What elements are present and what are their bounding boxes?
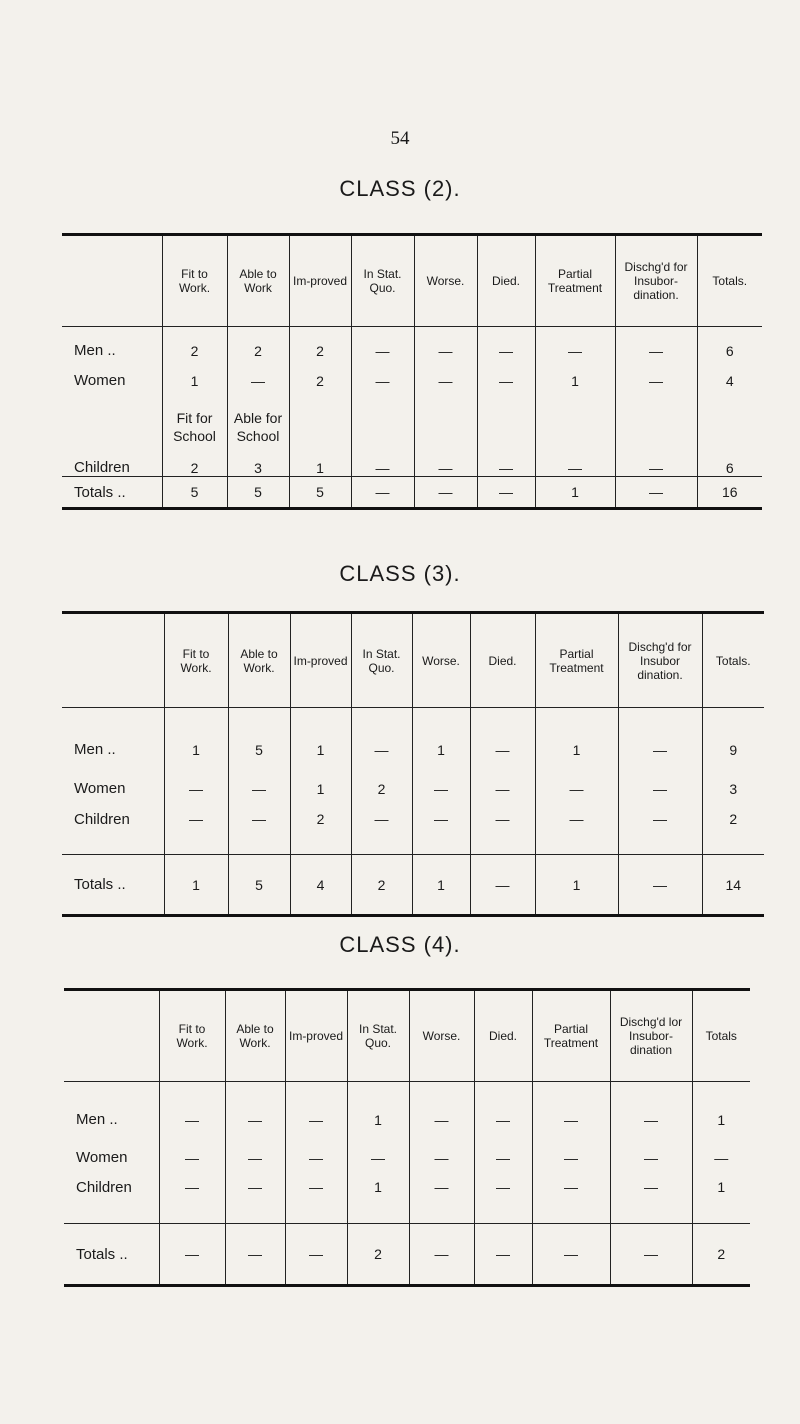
table-cell — [697, 389, 762, 445]
total-cell: — — [474, 1224, 532, 1286]
class-4-title: CLASS (4). — [339, 932, 461, 957]
header-cell: Dischg'd lor Insubor-dination — [610, 990, 692, 1082]
header-cell: Fit to Work. — [162, 235, 227, 327]
table-cell: 3 — [227, 445, 289, 477]
row-label: Totals .. — [74, 876, 126, 893]
table-cell: — — [474, 1128, 532, 1166]
total-cell: — — [285, 1224, 347, 1286]
total-cell: — — [477, 477, 535, 509]
table-cell: — — [351, 708, 412, 758]
table-cell: — — [610, 1082, 692, 1128]
table-cell — [62, 389, 162, 445]
table-cell: — — [532, 1128, 610, 1166]
header-cell: Worse. — [414, 235, 477, 327]
header-cell: Able to Work. — [225, 990, 285, 1082]
total-cell: 4 — [290, 855, 351, 916]
page-number: 54 — [390, 128, 410, 149]
subheader-row — [62, 389, 762, 445]
totals-row — [64, 1224, 750, 1286]
table-cell: — — [470, 758, 535, 797]
header-row — [62, 235, 762, 327]
table-cell: 1 — [692, 1166, 750, 1224]
header-cell: In Stat. Quo. — [347, 990, 409, 1082]
table-cell: 1 — [290, 758, 351, 797]
total-cell: 16 — [697, 477, 762, 509]
table-cell: — — [610, 1128, 692, 1166]
header-cell: Dischg'd for Insubor dination. — [618, 613, 702, 708]
table-cell: — — [414, 445, 477, 477]
total-cell: 14 — [702, 855, 764, 916]
table-cell: — — [285, 1166, 347, 1224]
total-cell: — — [409, 1224, 474, 1286]
table-cell: 1 — [535, 708, 618, 758]
header-cell — [62, 613, 164, 708]
table-cell: — — [535, 797, 618, 855]
total-cell: — — [470, 855, 535, 916]
table-cell: 4 — [697, 359, 762, 389]
table-cell: — — [225, 1166, 285, 1224]
row-label: Men .. — [74, 341, 116, 359]
table-cell: — — [409, 1082, 474, 1128]
table-cell: — — [470, 708, 535, 758]
table-cell: — — [477, 359, 535, 389]
table-row — [64, 1166, 750, 1224]
header-cell: Im-proved — [285, 990, 347, 1082]
row-label: Women — [76, 1148, 128, 1166]
header-cell: Totals — [692, 990, 750, 1082]
total-cell: 5 — [227, 477, 289, 509]
table-row — [64, 1128, 750, 1166]
row-label: Children — [76, 1178, 132, 1196]
table-cell: — — [470, 797, 535, 855]
table-row — [62, 797, 764, 855]
table-cell: 2 — [351, 758, 412, 797]
table-cell — [351, 389, 414, 445]
table-cell: — — [615, 359, 697, 389]
table-cell: 1 — [289, 445, 351, 477]
table-cell: 1 — [535, 359, 615, 389]
table-cell — [615, 389, 697, 445]
header-cell: Worse. — [412, 613, 470, 708]
row-label: Men .. — [76, 1110, 118, 1128]
total-cell: 1 — [164, 855, 228, 916]
row-label: Women — [74, 371, 126, 389]
table-cell: — — [285, 1128, 347, 1166]
header-cell: Died. — [470, 613, 535, 708]
table-cell: — — [227, 359, 289, 389]
table-cell: — — [225, 1082, 285, 1128]
table-cell: — — [409, 1166, 474, 1224]
table-cell: — — [351, 359, 414, 389]
table-cell: — — [414, 359, 477, 389]
class-2-table — [62, 233, 762, 510]
totals-row — [62, 855, 764, 916]
table-cell: — — [535, 758, 618, 797]
table-cell: — — [347, 1128, 409, 1166]
table-cell: 2 — [290, 797, 351, 855]
header-cell — [64, 990, 159, 1082]
row-label: Women — [74, 779, 126, 797]
table-cell: — — [409, 1128, 474, 1166]
totals-row — [62, 477, 762, 509]
header-cell: Fit to Work. — [159, 990, 225, 1082]
table-row — [64, 1082, 750, 1128]
table-cell: — — [618, 758, 702, 797]
table-row — [62, 758, 764, 797]
table-cell: — — [225, 1128, 285, 1166]
table-cell: 9 — [702, 708, 764, 758]
total-cell: 2 — [347, 1224, 409, 1286]
table-cell: — — [618, 708, 702, 758]
table-cell: — — [618, 797, 702, 855]
class-4-table — [64, 988, 750, 1287]
table-cell: 2 — [227, 327, 289, 359]
table-cell: 3 — [702, 758, 764, 797]
total-cell: 2 — [351, 855, 412, 916]
header-cell: Fit to Work. — [164, 613, 228, 708]
header-cell: Able to Work — [227, 235, 289, 327]
table-row — [62, 359, 762, 389]
table-cell: 2 — [702, 797, 764, 855]
total-cell: — — [225, 1224, 285, 1286]
table-cell: 1 — [164, 708, 228, 758]
table-row — [62, 445, 762, 477]
header-cell: Im-proved — [289, 235, 351, 327]
total-cell: 1 — [535, 855, 618, 916]
header-cell: Died. — [474, 990, 532, 1082]
table-cell: — — [228, 758, 290, 797]
header-cell: Able to Work. — [228, 613, 290, 708]
total-cell: — — [618, 855, 702, 916]
table-cell: 5 — [228, 708, 290, 758]
table-cell: — — [692, 1128, 750, 1166]
total-cell: 5 — [228, 855, 290, 916]
table-cell: — — [159, 1128, 225, 1166]
total-cell: 1 — [412, 855, 470, 916]
row-label: Children — [74, 459, 130, 476]
table-cell: — — [285, 1082, 347, 1128]
header-row — [62, 613, 764, 708]
total-cell: — — [414, 477, 477, 509]
table-cell: 1 — [290, 708, 351, 758]
total-cell: 2 — [692, 1224, 750, 1286]
class-3-title: CLASS (3). — [339, 561, 461, 586]
table-cell: — — [474, 1166, 532, 1224]
table-cell: — — [535, 327, 615, 359]
total-cell: — — [159, 1224, 225, 1286]
table-cell: — — [477, 445, 535, 477]
row-label: Men .. — [74, 740, 116, 758]
total-cell: 5 — [289, 477, 351, 509]
total-cell: 5 — [162, 477, 227, 509]
table-cell: — — [412, 758, 470, 797]
table-cell: — — [164, 797, 228, 855]
table-cell: — — [477, 327, 535, 359]
table-cell: 1 — [347, 1166, 409, 1224]
table-cell: — — [474, 1082, 532, 1128]
table-cell: 2 — [162, 327, 227, 359]
total-cell: — — [351, 477, 414, 509]
header-cell: In Stat. Quo. — [351, 613, 412, 708]
table-cell: 6 — [697, 327, 762, 359]
row-label: Totals .. — [76, 1245, 128, 1263]
table-cell: 2 — [289, 327, 351, 359]
table-cell: 1 — [692, 1082, 750, 1128]
table-cell: 2 — [289, 359, 351, 389]
table-cell: — — [228, 797, 290, 855]
table-row — [62, 327, 762, 359]
table-cell: — — [351, 797, 412, 855]
header-cell: Partial Treatment — [532, 990, 610, 1082]
header-row — [64, 990, 750, 1082]
table-cell — [414, 389, 477, 445]
row-label: Children — [74, 810, 130, 828]
table-cell: — — [351, 445, 414, 477]
table-cell — [289, 389, 351, 445]
subheader-cell: Fit for School — [162, 389, 227, 445]
header-cell: Im-proved — [290, 613, 351, 708]
header-cell: Partial Treatment — [535, 235, 615, 327]
table-cell: — — [610, 1166, 692, 1224]
header-cell: Worse. — [409, 990, 474, 1082]
table-cell: 6 — [697, 445, 762, 477]
table-row — [62, 708, 764, 758]
header-cell: Totals. — [702, 613, 764, 708]
table-cell — [477, 389, 535, 445]
table-cell: — — [412, 797, 470, 855]
header-cell: Partial Treatment — [535, 613, 618, 708]
header-cell: Totals. — [697, 235, 762, 327]
total-cell: — — [532, 1224, 610, 1286]
table-cell: — — [535, 445, 615, 477]
table-cell: — — [414, 327, 477, 359]
header-cell: Died. — [477, 235, 535, 327]
table-cell: — — [615, 445, 697, 477]
table-cell: 1 — [347, 1082, 409, 1128]
table-cell: 1 — [412, 708, 470, 758]
total-cell: — — [615, 477, 697, 509]
total-cell: — — [610, 1224, 692, 1286]
class-3-table — [62, 611, 764, 917]
table-cell: — — [532, 1166, 610, 1224]
table-cell — [535, 389, 615, 445]
row-label: Totals .. — [74, 483, 126, 501]
table-cell: — — [351, 327, 414, 359]
header-cell: Dischg'd for Insubor-dination. — [615, 235, 697, 327]
table-cell: — — [159, 1166, 225, 1224]
total-cell: 1 — [535, 477, 615, 509]
table-cell: — — [532, 1082, 610, 1128]
header-cell — [62, 235, 162, 327]
table-cell: — — [164, 758, 228, 797]
header-cell: In Stat. Quo. — [351, 235, 414, 327]
subheader-cell: Able for School — [227, 389, 289, 445]
table-cell: 2 — [162, 445, 227, 477]
table-cell: 1 — [162, 359, 227, 389]
table-cell: — — [615, 327, 697, 359]
class-2-title: CLASS (2). — [339, 176, 461, 201]
table-cell: — — [159, 1082, 225, 1128]
